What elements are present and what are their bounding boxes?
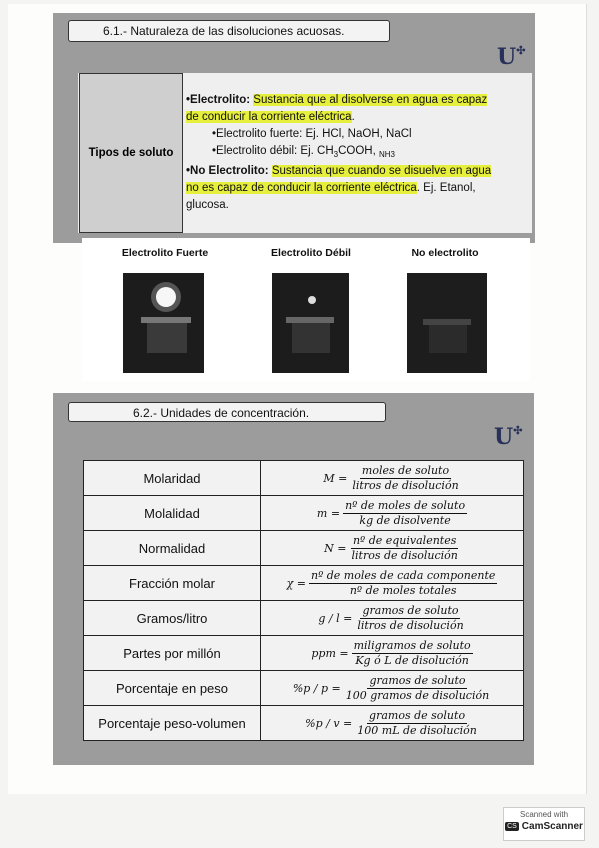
unit-formula [261, 706, 524, 741]
unit-formula [261, 531, 524, 566]
unit-name: Partes por millón [84, 636, 261, 671]
unit-formula [261, 461, 524, 496]
formula-denominator: Kg ó L de disolución [355, 653, 469, 667]
formula-numerator: gramos de soluto [369, 708, 466, 722]
formula-numerator: nº de moles de cada componente [311, 568, 496, 582]
unit-row [84, 566, 524, 601]
photo-label-strong: Electrolito Fuerte [121, 247, 209, 259]
solute-types-label: Tipos de soluto [79, 73, 183, 233]
unit-name: Molaridad [84, 461, 261, 496]
unit-row [84, 601, 524, 636]
photo-weak-electrolyte [272, 273, 349, 373]
concentration-units-table [83, 460, 524, 741]
unit-name: Fracción molar [84, 566, 261, 601]
formula-numerator: nº de equivalentes [352, 533, 457, 547]
formula-numerator: moles de soluto [361, 463, 450, 477]
photo-label-weak: Electrolito Débil [271, 247, 351, 259]
formula-lhs: χ = [286, 576, 306, 590]
section-title: 6.1.- Naturaleza de las disoluciones acuosas. [68, 20, 390, 42]
formula-lhs: %p / p = [292, 681, 341, 695]
formula-denominator: litros de disolución [352, 478, 459, 492]
unit-name: Porcentaje en peso [84, 671, 261, 706]
formula-lhs: g / l = [318, 611, 353, 625]
photo-non-electrolyte [407, 273, 487, 373]
unit-formula [261, 496, 524, 531]
unit-formula [261, 671, 524, 706]
unit-row [84, 636, 524, 671]
camscanner-icon: CS [507, 823, 517, 830]
university-logo-2: U✣ [494, 424, 523, 450]
formula-denominator: 100 mL de disolución [357, 723, 477, 737]
unit-row [84, 531, 524, 566]
formula-lhs: ppm = [311, 646, 349, 660]
unit-row [84, 496, 524, 531]
section-title-2: 6.2.- Unidades de concentración. [68, 402, 386, 422]
unit-name: Porcentaje peso-volumen [84, 706, 261, 741]
unit-formula [261, 601, 524, 636]
formula-denominator: kg de disolvente [359, 513, 451, 527]
formula-numerator: gramos de soluto [362, 603, 459, 617]
formula-denominator: litros de disolución [351, 548, 458, 562]
formula-denominator: litros de disolución [357, 618, 464, 632]
unit-row [84, 671, 524, 706]
formula-numerator: gramos de soluto [369, 673, 466, 687]
unit-name: Molalidad [84, 496, 261, 531]
camscanner-badge: Scanned with CS CamScanner [503, 807, 585, 841]
formula-lhs: %p / v = [305, 716, 353, 730]
formula-lhs: M = [323, 471, 348, 485]
university-logo: U✣ [497, 44, 526, 70]
unit-row [84, 706, 524, 741]
formula-denominator: 100 gramos de disolución [345, 688, 490, 702]
unit-name: Normalidad [84, 531, 261, 566]
unit-formula [261, 566, 524, 601]
unit-name: Gramos/litro [84, 601, 261, 636]
definition-text: •Electrolito: Sustancia que al disolverse en agua es capaz de conducir la corriente eléctrica. •Electrolito fuerte: Ej. HCl, NaOH, NaCl •Electrolito débil: Ej. $CH_3COOH$, $_{NH3}$ •No Electrolito: Sustancia que cuando se disuelve en agua no es capaz de conducir la corriente eléctrica. Ej. Etanol, glucosa. [186, 94, 492, 211]
formula-lhs: N = [324, 541, 347, 555]
photo-label-non: No electrolito [411, 247, 479, 259]
formula-numerator: nº de moles de soluto [345, 498, 466, 512]
formula-denominator: nº de moles totales [349, 583, 457, 597]
unit-formula [261, 636, 524, 671]
formula-numerator: miligramos de soluto [353, 638, 471, 652]
unit-row [84, 461, 524, 496]
formula-lhs: m = [316, 506, 341, 520]
photo-strong-electrolyte [123, 273, 204, 373]
